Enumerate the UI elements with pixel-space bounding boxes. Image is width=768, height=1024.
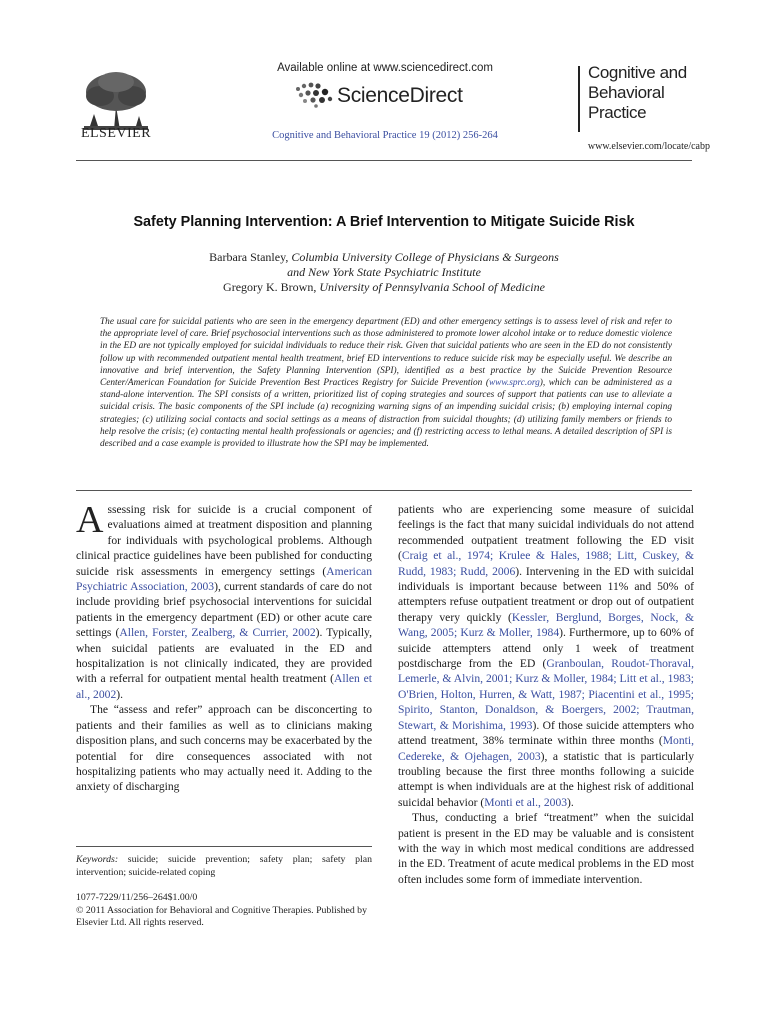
- body-column-right: [398, 502, 694, 887]
- author-1-name: Barbara Stanley,: [209, 250, 292, 264]
- citation-link[interactable]: Allen et al., 2002: [76, 672, 372, 701]
- paragraph-4: Thus, conducting a brief “treatment” when the suicidal patient is present in the ED may be valuable and is consistent with the way in which most medical conditions are addressed in the ED. Treatment of acute medical problems in the ED most often includes some form of immediate intervention.: [398, 811, 694, 886]
- sciencedirect-dots-icon: [292, 81, 334, 109]
- author-1-affiliation-2: and New York State Psychiatric Institute: [287, 265, 481, 279]
- available-online-text[interactable]: Available online at www.sciencedirect.com: [277, 62, 493, 74]
- paper-title: Safety Planning Intervention: A Brief Intervention to Mitigate Suicide Risk: [133, 214, 635, 230]
- publisher-name: ELSEVIER: [80, 126, 152, 141]
- citation-link[interactable]: Kessler, Berglund, Borges, Nock, & Wang, 2005; Kurz & Moller, 1984: [398, 610, 694, 640]
- paragraph-1: Assessing risk for suicide is a crucial component of evaluations aimed at treatment disposition and planning for individuals with psychological problems. Although clinical practice guidelines have been published for conducting suicide risk assessments in emergency settings (American Psychiatric Association, 2003), current standards of care do not include providing brief psychosocial interventions for suicidal patients in the emergency department (ED) or other acute care settings (Allen, Forster, Zealberg, & Currier, 2002). Typically, when suicidal patients are evaluated in the ED and hospitalization is not clinically indicated, they are provided with a referral for outpatient mental health treatment (Allen et al., 2002).: [76, 499, 373, 701]
- paragraph-3: patients who are experiencing some measure of suicidal feelings is the fact that many suicidal individuals do not attend recommended outpatient treatment following the ED visit (Craig et al., 1974; Krulee & Hales, 1988; Litt, Cuskey, & Rudd, 1983; Rudd, 2006). Intervening in the ED with suicidal individuals is important because between 11% and 50% of attempters refuse outpatient treatment or drop out of outpatient therapy very quickly (Kessler, Berglund, Borges, Nock, & Wang, 2005; Kurz & Moller, 1984). Furthermore, up to 60% of suicide attempters attend only 1 week of treatment postdischarge from the ED (Granboulan, Roudot-Thoraval, Lemerle, & Alvin, 2001; Kurz & Moller, 1984; Litt et al., 1983; O'Brien, Holton, Hurren, & Watt, 1987; Piacentini et al., 1995; Spirito, Stanton, Donaldson, & Boergers, 2002; Trautman, Stewart, & Morishima, 1993). Of those suicide attempters who attend treatment, 38% terminate within three months (Monti, Cedereke, & Ojehagen, 2003), a statistic that is particularly troubling because the first three months following a suicide attempt is when individuals are at the highest risk of additional suicidal behavior (Monti et al., 2003).: [398, 503, 695, 809]
- journal-title-line-1: Cognitive and: [588, 63, 687, 82]
- journal-title-line-2: Behavioral: [588, 83, 665, 102]
- author-2-name: Gregory K. Brown,: [223, 280, 320, 294]
- journal-title-bar: [578, 66, 580, 132]
- journal-citation[interactable]: Cognitive and Behavioral Practice 19 (2012) 256-264: [272, 130, 498, 141]
- citation-link[interactable]: Allen, Forster, Zealberg, & Currier, 2002: [119, 626, 316, 640]
- journal-title-line-3: Practice: [588, 103, 647, 122]
- paragraph-2: The “assess and refer” approach can be disconcerting to patients and their families as well as to clinicians making disposition plans, and such concerns may be exacerbated by the potential for dire consequences associated with not hospitalizing patients who may actually need it. Adding to the anxiety of discharging: [76, 703, 372, 794]
- citation-link[interactable]: American Psychiatric Association, 2003: [76, 564, 372, 594]
- header-divider: [76, 160, 692, 161]
- journal-url[interactable]: www.elsevier.com/locate/cabp: [587, 141, 710, 152]
- abstract-divider: [76, 490, 692, 491]
- keywords-label: Keywords:: [76, 854, 119, 865]
- citation-link[interactable]: Monti et al., 2003: [484, 795, 568, 809]
- author-1-affiliation: Columbia University College of Physicians & Surgeons: [291, 250, 559, 264]
- author-2: [76, 280, 692, 295]
- keywords-divider: [76, 846, 372, 847]
- author-2-affiliation: University of Pennsylvania School of Medicine: [319, 280, 545, 294]
- issn-line: 1077-7229/11/256–264$1.00/0: [76, 892, 198, 903]
- body-column-left: [76, 499, 373, 795]
- sciencedirect-wordmark: ScienceDirect: [337, 84, 463, 107]
- author-1: [76, 250, 692, 265]
- drop-cap: A: [76, 499, 104, 541]
- keywords: [76, 854, 372, 879]
- keywords-list: suicide; suicide prevention; safety plan; safety plan intervention; suicide-related coping: [76, 854, 372, 878]
- citation-link[interactable]: Craig et al., 1974; Krulee & Hales, 1988; Litt, Cuskey, & Rudd, 1983; Rudd, 2006: [398, 549, 694, 578]
- citation-link[interactable]: Monti, Cedereke, & Ojehagen, 2003: [398, 734, 694, 763]
- citation-link[interactable]: Granboulan, Roudot-Thoraval, Lemerle, & Alvin, 2001; Kurz & Moller, 1984; Litt et al., 1983; O'Brien, Holton, Hurren, & Watt, 1987; Piacentini et al., 1995; Spirito, Stanton, Donaldson, & Boergers, 2002; Trautman, Stewart, & Morishima, 1993: [398, 657, 694, 732]
- copyright-line: © 2011 Association for Behavioral and Cognitive Therapies. Published by Elsevier Ltd. All rights reserved.: [76, 904, 367, 929]
- sprc-link[interactable]: www.sprc.org: [488, 378, 540, 389]
- abstract: The usual care for suicidal patients who are seen in the emergency department (ED) and other emergency settings is to assess level of risk and refer to the appropriate level of care. Brief psychosocial interventions such as those administered to promote lower alcohol intake or to reduce domestic violence in the ED are not typically employed for suicidal individuals to reduce their risk. Given that suicidal patients who are seen in the ED do not consistently follow up with recommended outpatient mental health treatment, brief ED interventions to reduce suicide risk may be especially useful. We describe an innovative and brief intervention, the Safety Planning Intervention (SPI), identified as a best practice by the Suicide Prevention Resource Center/American Foundation for Suicide Prevention Best Practices Registry for Suicide Prevention (www.sprc.org), which can be administered as a stand-alone intervention. The SPI consists of a written, prioritized list of coping strategies and sources of support that patients can use to alleviate a suicidal crisis. The basic components of the SPI include (a) recognizing warning signs of an impending suicidal crisis; (b) employing internal coping strategies; (c) utilizing social contacts and social settings as a means of distraction from suicidal thoughts; (d) utilizing family members or friends to help resolve the crisis; (e) contacting mental health professionals or agencies; and (f) restricting access to lethal means. A detailed description of SPI is described and a case example is provided to illustrate how the SPI may be implemented.: [100, 317, 673, 450]
- copyright-block: [76, 892, 372, 930]
- journal-title: [588, 63, 708, 123]
